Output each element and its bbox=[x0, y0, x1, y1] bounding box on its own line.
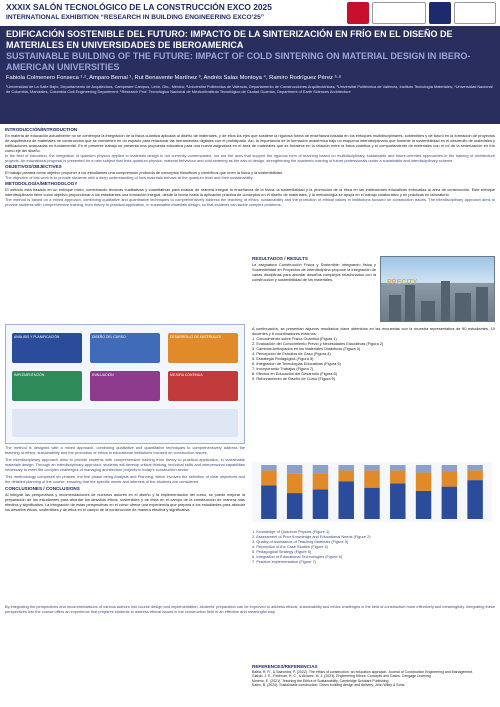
affiliations: ¹Universidad de La Salle Bajío, Departamento de Arquitectura, Campestre Campus, León, Gto., México; ²Universitat Politècnica de València, Departamento de Construcciones Arquitectónicas; ³Universitat Politècnica de València, Instituto Tecnología Materiales; ⁴Universidad Nacional de Colombia, Manizales, Colombia Civil Engineering Department; ⁵Research Prof. Tecnológico Nacional de México/Instituto Tecnológico de Ciudad Guzmán, Department of Earth Sciences Architecture bbox=[6, 84, 493, 95]
reference-item: Kalen, B. (2024). Sustainable construction: Green building design and delivery. John Wiley & Sons. bbox=[252, 683, 406, 688]
results-chart bbox=[252, 462, 492, 562]
diagram-box: MEJORA CONTINUA bbox=[168, 371, 238, 401]
objectives-text-en: The objective of this work is to provide students with a deep understanding of how materials behave at the quantum level and their sustainability. bbox=[5, 175, 254, 180]
conclusions-heading: CONCLUSIONES / CONCLUSIONS bbox=[5, 486, 80, 491]
left-english-text bbox=[5, 445, 245, 512]
results-list bbox=[252, 326, 495, 381]
method-text-en: The method is based on a mixed approach, combining qualitative and quantitative techniques to comprehensively address the teaching of ethics, sustainability and the promotion of ethical values in institutions focused on construction issues. The interdisciplinary approach aims to provide students with comprehensive training, from theory to practical application, in sustainable materials design, so that students can tackle complex problems. bbox=[5, 197, 495, 207]
diagram-box: DISEÑO DEL CURSO bbox=[90, 333, 160, 363]
results-chart-svg bbox=[252, 462, 492, 522]
chart-bar-segment bbox=[416, 491, 431, 519]
methodology-diagram bbox=[5, 324, 245, 444]
results-item: 6. Integración de Tecnologías Educativas (Figura 6) bbox=[252, 361, 341, 366]
intro-text-en: In the field of education, the integration of quantum physics applied to materials design is not currently contemplated, nor are the axes that support the rigorous form of teaching based on multidisciplinary, sustainable and future-oriented approaches in the training of architecture projects. An educational proposal is presented for a new subject that links quantum physics, material behaviour and cold sintering as the axis of design, strengthening the academic training of future professionals under a sustainable and interdisciplinary scheme. bbox=[5, 153, 495, 163]
intro-section bbox=[5, 127, 495, 207]
university-logo-icon bbox=[347, 2, 369, 24]
chart-bar-segment bbox=[390, 465, 405, 470]
title-english: SUSTAINABLE BUILDING OF THE FUTURE: IMPACT OF COLD SINTERING ON MATERIAL DESIGN IN IBERO-AMERICAN UNIVERSITIES bbox=[6, 51, 471, 72]
results-heading: RESULTADOS / RESULTS bbox=[252, 256, 308, 261]
logo-strip bbox=[347, 1, 496, 25]
chart-bar-segment bbox=[390, 470, 405, 483]
exco25-logo-icon bbox=[454, 2, 496, 24]
results-item: 7. Incorporando Trabajos (Figura 7) bbox=[252, 366, 314, 371]
diagram-box: IMPLEMENTACIÓN bbox=[12, 371, 82, 401]
conclusions-english bbox=[5, 604, 495, 614]
method-text-es: El método está basado en un enfoque mixto, combinando técnicas cualitativas y cuantitativas para evaluar de manera integral la enseñanza de la física, la sostenibilidad y la promoción de la ética en las instituciones educativas enfocadas al área de construcción. Este enfoque interdisciplinario tiene como objetivo proporcionar a los estudiantes una formación integral, desde la teoría hasta la aplicación práctica de conceptos en el diseño de materiales, y la metodología se apoya en el trabajo colaborativo y en prácticas en laboratorio. bbox=[5, 187, 495, 197]
chart-bar-segment bbox=[416, 473, 431, 491]
intro-text-es: En materia de educación actualmente no se contempla la integración de la física cuántica aplicada al diseño de materiales, y de ellos los ejes que sostiene la rigurosa forma de enseñanza basada en los enfoques multidisciplinares, sostenibles y de futuro en la formación de proyectos de arquitectura de materiales de construcción que se convierten en un espacio para relacionar las herramientas digitales con el prototipado. Así, la importancia de la formación académica bajo un esquema interdisciplinario que fomente la sostenibilidad en el desarrollo de materiales y edificaciones avanzadas es fundamental. En el presente trabajo se presenta una propuesta educativa para una nueva asignatura en el área de materiales que se fortalece en la relación entre la física cuántica y el comportamiento de materiales con el rol de la sinterización en frío como eje del diseño. bbox=[5, 133, 495, 153]
poster-header bbox=[0, 0, 500, 124]
chart-bar-segment bbox=[338, 470, 353, 481]
chart-bar-segment bbox=[416, 465, 431, 473]
chart-bar-segment bbox=[313, 489, 328, 519]
city-image bbox=[380, 256, 495, 322]
chart-bar-segment bbox=[313, 473, 328, 489]
chart-bar-segment bbox=[338, 481, 353, 519]
chart-bar-segment bbox=[261, 486, 276, 519]
conference-title: XXXIX SALÓN TECNOLÓGICO DE LA CONSTRUCCIÓN EXCO 2025 bbox=[6, 2, 272, 12]
objectives-heading: OBJETIVOS/OBJECTIVES bbox=[5, 164, 62, 169]
results-en-item: 5. Pedagogical Strategy (Figure 5) bbox=[252, 549, 312, 554]
results-item: 9. Reforzamiento de Diseño de Curso (Figura 9) bbox=[252, 376, 336, 381]
chart-bar-segment bbox=[442, 465, 457, 471]
exco-logo-icon bbox=[429, 2, 451, 24]
chart-bar-segment bbox=[364, 470, 379, 487]
results-item: 3. Cambios Anticipados en los Materiales Didácticos (Figura 3) bbox=[252, 346, 361, 351]
results-text-es: La asignatura Construcción Física y Sostenible: integrando física y Sostenibilidad en Proyectos de Interdisciplina propone la integración de varias disciplinas para abordar desafíos complejos relacionados con la construcción y sostenibilidad de los materiales. bbox=[252, 262, 376, 282]
reference-item: Moreno, E. (2021). Teaching the Ethics of Sustainability. Cambridge Scholars Publishing. bbox=[252, 678, 390, 683]
chart-bar-segment bbox=[287, 493, 302, 519]
conclusions-text-en: By integrating the perspectives and recommendations of various authors into course design and implementation, students’ preparation can be improved to address ethical, sustainability and ethics challenges in the field of construction more effectively and meaningfully. Integrating these perspectives into the course offers an experience that prepares students to address ethical issues in the construction field in an effective and meaningful way. bbox=[5, 604, 495, 614]
chart-bar-segment bbox=[390, 483, 405, 519]
chart-bar-segment bbox=[364, 465, 379, 470]
results-item: 8. Efectos en Educación del Desarrollo (Figura 8) bbox=[252, 371, 337, 376]
results-en-list bbox=[252, 529, 492, 564]
results-en-item: 6. Integration of Educational Technologies (Figure 6) bbox=[252, 554, 343, 559]
results-item: 1. Conocimiento sobre Física Cuántica (Figura 1) bbox=[252, 336, 337, 341]
left-en-p2: The interdisciplinary approach aims to provide students with comprehensive training from theory to practical application, in sustainable materials design. Through an interdisciplinary approach, students will develop critical thinking, technical skills and interpersonal capabilities necessary to meet the complex challenges of managing architecture projects in today’s construction sector. bbox=[5, 457, 245, 472]
chart-bar-segment bbox=[261, 465, 276, 470]
authors: Fabiola Colmenero Fonseca ¹·², Amparo Bernal ¹, Rut Benavente Martínez ³, Andrés Salas Montoya ⁴, Ramiro Rodríguez Pérez ⁵·⁶ bbox=[6, 75, 342, 81]
city-image-label: PRECITY bbox=[387, 279, 418, 286]
chart-bar-segment bbox=[338, 465, 353, 470]
method-heading: METODOLOGÍA/METHODOLOGY bbox=[5, 181, 78, 186]
chart-bar-segment bbox=[261, 470, 276, 485]
header-band bbox=[0, 0, 500, 26]
reference-item: Giardo, J. E., Feldman, R. C., & Alvarez, M. J. (2023). Engineering Ethics: Concepts and Cases. Cengage Learning. bbox=[252, 674, 432, 679]
building-shape bbox=[455, 293, 471, 321]
chart-bar-segment bbox=[442, 471, 457, 486]
chart-bar-segment bbox=[442, 487, 457, 519]
chart-bar-segment bbox=[364, 488, 379, 519]
conclusions-text-es: Al integrar las perspectivas y recomendaciones de nuestros autores en el diseño y la implementación del curso, se puede mejorar la preparación de los estudiantes para abordar los desafíos éticos, sostenibles y de ética en el campo de la construcción de manera más efectiva y significativa. La integración de estas perspectivas en el curso ofrece una experiencia que prepara a los estudiantes para abordar los desafíos éticos, sostenibles y de ética en el campo de la construcción de manera efectiva y significativa. bbox=[5, 492, 245, 512]
chart-bar-segment bbox=[467, 465, 482, 470]
objectives-text-es: El trabajo plantea como objetivo proponer a los estudiantes una comprensión profunda de conceptos filosóficos y científicos que unen la física y la sostenibilidad. bbox=[5, 170, 283, 175]
results-en-item: 3. Quality of Assistance of Teaching Materials (Figure 3) bbox=[252, 539, 349, 544]
title-spanish: EDIFICACIÓN SOSTENIBLE DEL FUTURO: IMPACTO DE LA SINTERIZACIÓN EN FRÍO EN EL DISEÑO DE MATERIALES EN UNIVERSIDADES DE IBEROAMERICA bbox=[6, 29, 453, 50]
results-en-item: 4. Perception of the Case Studies (Figure 4) bbox=[252, 544, 328, 549]
results-en-item: 7. Practice Implementation (Figure 7) bbox=[252, 559, 317, 564]
results-item: 4. Percepción de Estudios de Caso (Figura 4) bbox=[252, 351, 331, 356]
results-list-intro: A continuación, se presentan algunos resultados clave obtenidos en las encuestas con la muestra representativa de 90 estudiantes, 10 docentes y 6 coordinadores externos: bbox=[252, 326, 495, 336]
chart-bar-segment bbox=[287, 465, 302, 474]
building-shape bbox=[405, 285, 415, 321]
references bbox=[252, 664, 495, 688]
results-en-item: 2. Assessment of Prior Knowledge and Educational Needs (Figure 2) bbox=[252, 534, 371, 539]
building-shape bbox=[421, 301, 435, 321]
diagram-box: DESARROLLO DE MATERIALES bbox=[168, 333, 238, 363]
intro-heading: INTRODUCCIÓN/INTRODUCTION bbox=[5, 127, 78, 132]
left-en-p1: The method is designed with a mixed approach, combining qualitative and quantitative techniques to comprehensively address the teaching of ethics, sustainability and the promotion of ethics in educational institutions focused on construction issues. bbox=[5, 445, 245, 455]
chart-bar-segment bbox=[467, 470, 482, 480]
reference-item: Bahia, R. R., & Saavedra, P. (2022). The ethics of construction: an education approach. Journal of Construction Engineering and Management. bbox=[252, 670, 474, 674]
building-shape bbox=[389, 295, 401, 321]
diagram-box: EVALUACIÓN bbox=[90, 371, 160, 401]
references-heading: REFERENCES/REFERENCIAS bbox=[252, 664, 318, 669]
diagram-box: ANÁLISIS Y PLANIFICACIÓN bbox=[12, 333, 82, 363]
conference-subtitle: INTERNATIONAL EXHIBITION “RESEARCH IN BUILDING ENGINEERING EXCO’25” bbox=[6, 14, 265, 21]
results-en-item: 1. Knowledge of Quantum Physics (Figure 1) bbox=[252, 529, 330, 534]
diagram-footer-bar bbox=[12, 409, 238, 437]
chart-bar-segment bbox=[313, 465, 328, 473]
results-item: 5. Estrategia Pedagógica (Figura 5) bbox=[252, 356, 314, 361]
results-item: 2. Evaluación del Conocimiento Previo y Necesidades Educativas (Figura 2) bbox=[252, 341, 384, 346]
left-en-p3: This methodology comprises six phases, the first phase being Analysis and Planning, which involves the definition of clear objectives and the detailed planning of the course, ensuring that the specific needs and interests of the students are considered. bbox=[5, 474, 245, 484]
results-block bbox=[252, 256, 376, 282]
chart-bar-segment bbox=[467, 480, 482, 519]
institution-logo-icon bbox=[372, 2, 426, 24]
building-shape bbox=[476, 287, 488, 321]
chart-bar-segment bbox=[287, 474, 302, 493]
building-shape bbox=[441, 281, 450, 321]
